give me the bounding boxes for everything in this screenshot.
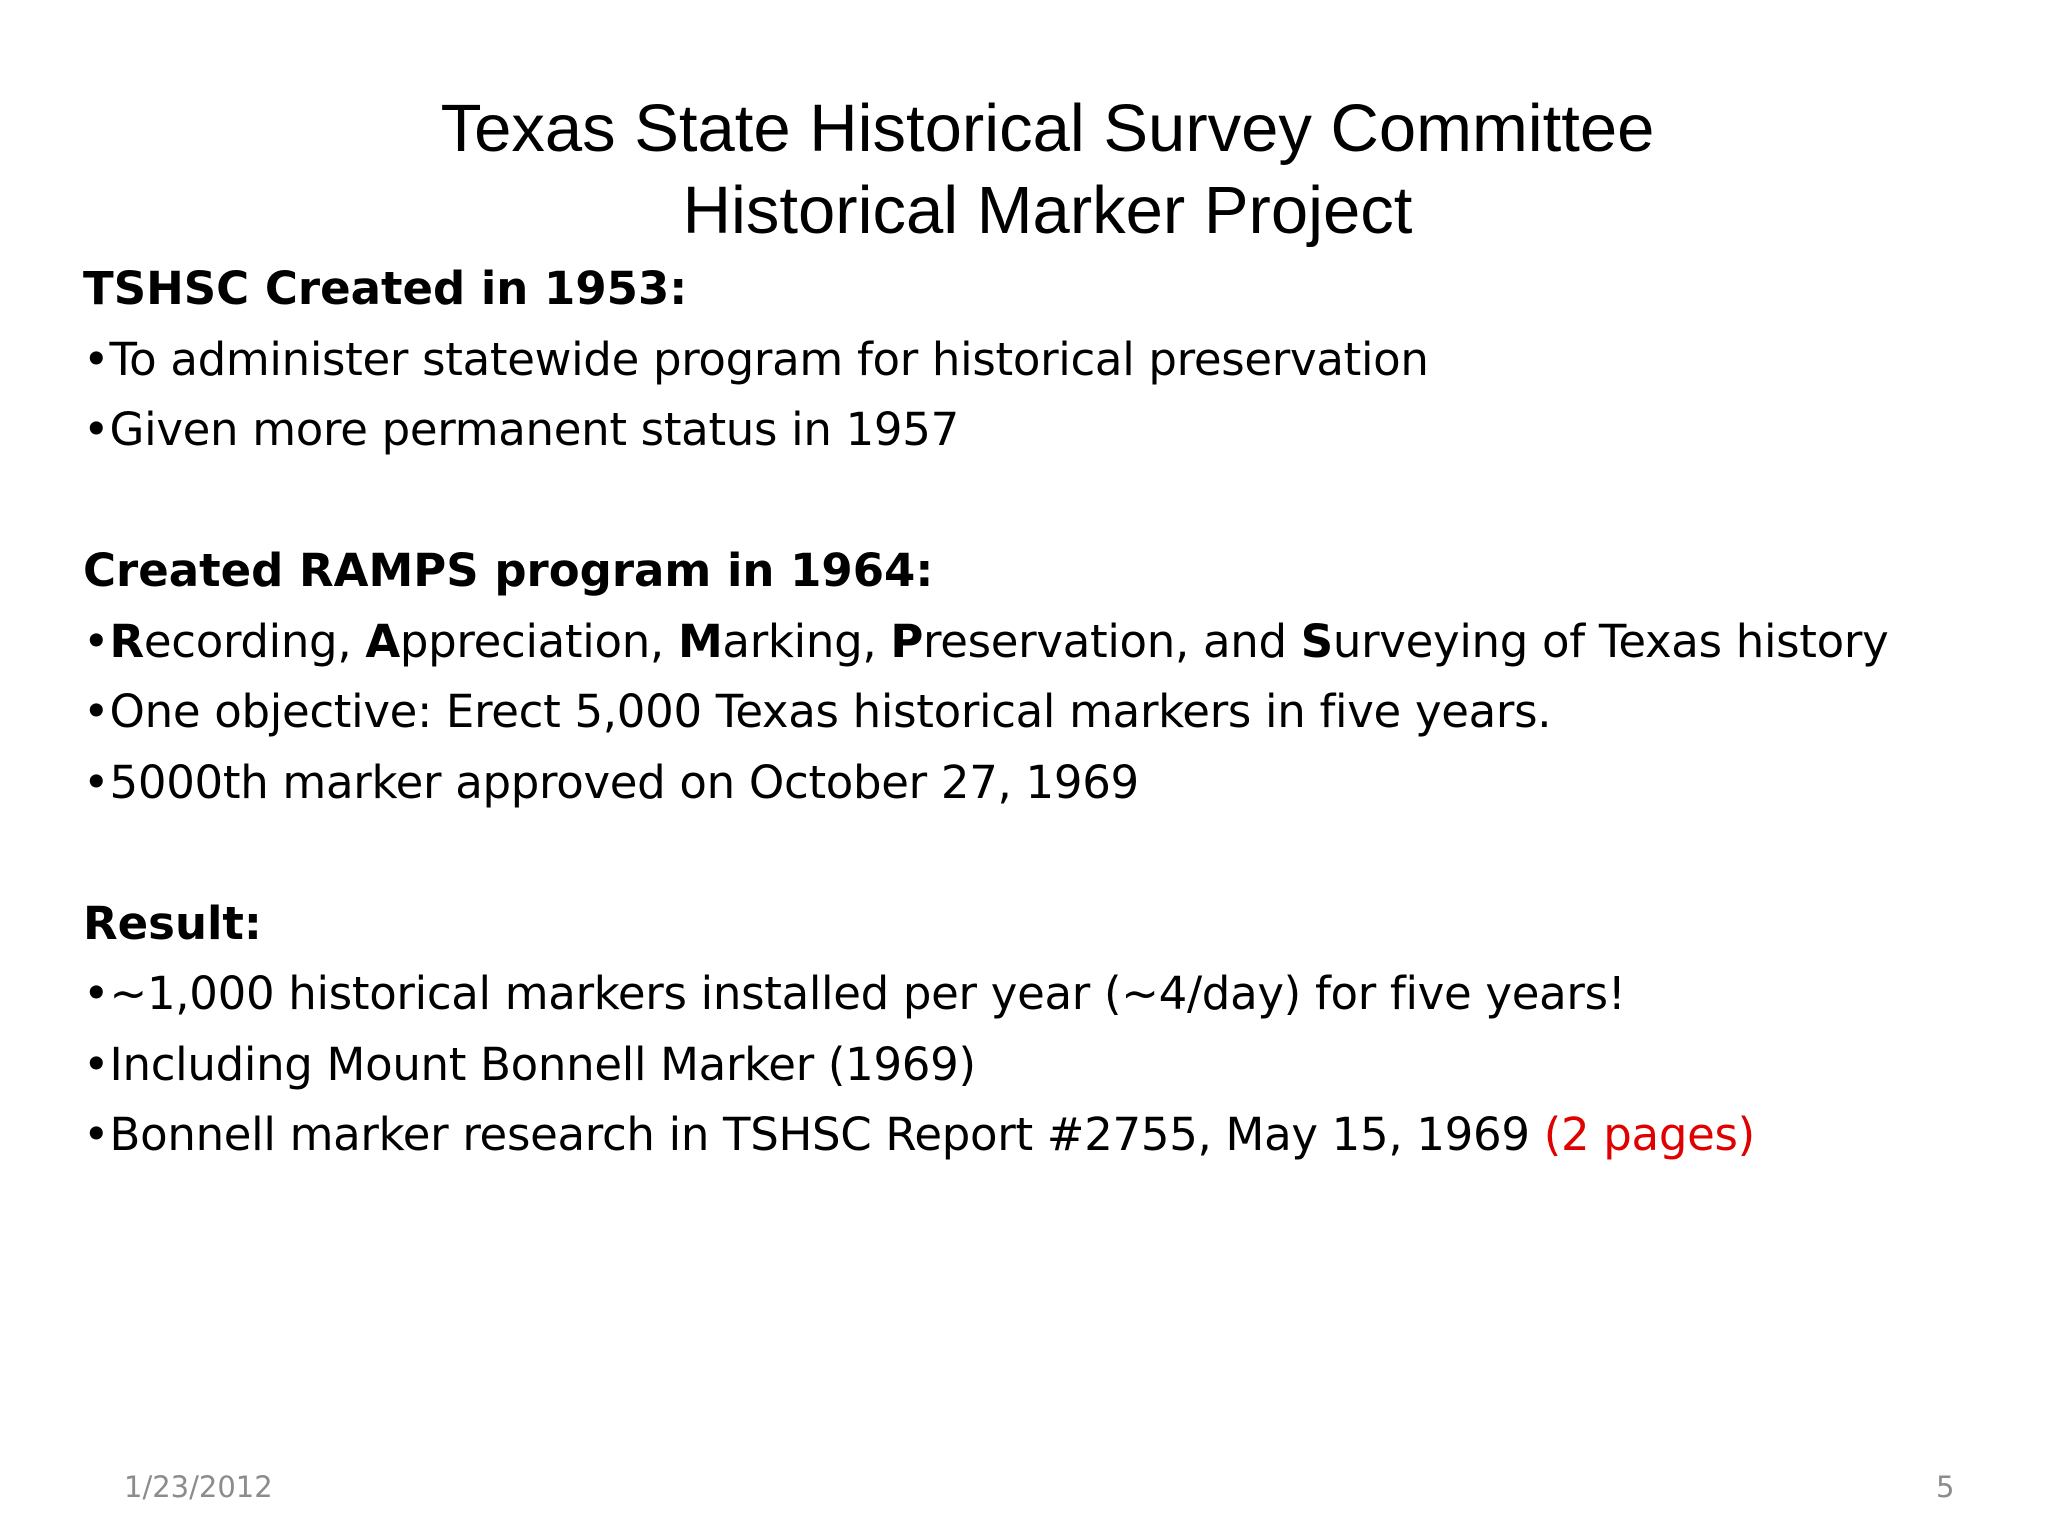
ramps-initial-p: P — [890, 614, 924, 668]
slide-title — [0, 88, 2048, 252]
bullet-text — [110, 1108, 1755, 1161]
bullet-glyph: • — [83, 1037, 110, 1091]
ramps-initial-a: A — [365, 614, 400, 668]
bullet-item — [83, 325, 2003, 396]
ramps-word-rest: arking, — [722, 614, 891, 668]
section-heading: Result: — [83, 896, 262, 950]
bullet-glyph: • — [83, 332, 110, 386]
bullet-item — [83, 959, 2003, 1030]
blank-line — [83, 466, 2003, 537]
footer-date: 1/23/2012 — [124, 1470, 273, 1504]
ramps-initial-r: R — [109, 614, 144, 668]
title-line-2: Historical Marker Project — [682, 173, 1413, 248]
bullet-glyph: • — [83, 967, 110, 1020]
bullet-item — [83, 748, 2003, 819]
page-count-link[interactable]: (2 pages) — [1543, 1108, 1755, 1161]
slide-body — [83, 254, 2003, 1171]
bullet-item — [83, 395, 2003, 466]
bullet-item — [83, 677, 2003, 748]
bullet-text: ~1,000 historical markers installed per year (~4/day) for five years! — [109, 967, 1626, 1020]
bonnell-report-text: Bonnell marker research in TSHSC Report #2755, May 15, 1969 — [109, 1108, 1544, 1161]
section-heading: Created RAMPS program in 1964: — [83, 544, 934, 597]
ramps-word-rest: urveying of Texas history — [1332, 614, 1889, 668]
ramps-word-rest: ecording, — [143, 614, 366, 668]
bullet-glyph: • — [83, 755, 110, 809]
bullet-text: 5000th marker approved on October 27, 1969 — [109, 755, 1139, 809]
blank-line — [83, 818, 2003, 889]
bullet-text: One objective: Erect 5,000 Texas historical markers in five years. — [109, 685, 1552, 738]
section-heading: TSHSC Created in 1953: — [83, 262, 688, 315]
bullet-text: Given more permanent status in 1957 — [109, 403, 959, 456]
ramps-initial-m: M — [677, 614, 723, 668]
ramps-initial-s: S — [1300, 614, 1333, 668]
bullet-item — [83, 1030, 2003, 1101]
bullet-glyph: • — [83, 403, 110, 456]
ramps-word-rest: reservation, and — [923, 614, 1301, 668]
bullet-item — [83, 1100, 2003, 1171]
ramps-text — [110, 615, 1889, 668]
bullet-text: To administer statewide program for historical preservation — [109, 332, 1429, 386]
bullet-glyph: • — [83, 1108, 110, 1161]
bullet-glyph: • — [83, 614, 110, 668]
slide-number: 5 — [1936, 1470, 1955, 1504]
ramps-word-rest: ppreciation, — [399, 614, 678, 668]
title-line-1: Texas State Historical Survey Committee — [440, 91, 1655, 166]
bullet-text: Including Mount Bonnell Marker (1969) — [109, 1037, 976, 1091]
bullet-glyph: • — [83, 685, 110, 738]
bullet-item-ramps — [83, 607, 2003, 678]
